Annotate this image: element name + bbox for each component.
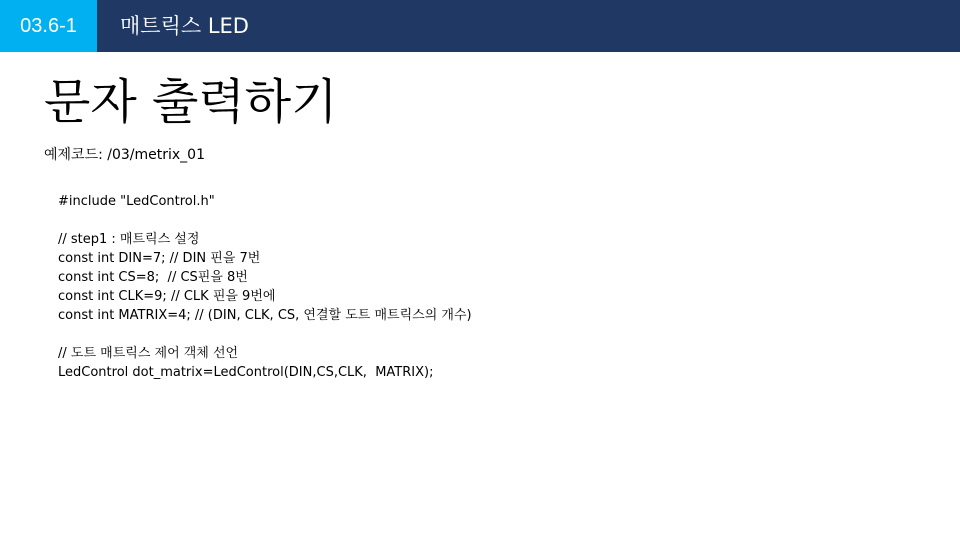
code-line: // 도트 매트릭스 제어 객체 선언 [58, 346, 239, 361]
section-number-badge: 03.6-1 [0, 0, 97, 52]
code-line: const int CS=8; // CS핀을 8번 [58, 270, 248, 285]
header-title: 매트릭스 LED [120, 14, 249, 38]
code-line: const int CLK=9; // CLK 핀을 9번에 [58, 289, 276, 304]
page-title: 문자 출력하기 [44, 74, 338, 130]
code-line: const int MATRIX=4; // (DIN, CLK, CS, 연결할 도트 매트릭스의 개수) [58, 308, 472, 323]
code-block [58, 192, 938, 382]
code-line: #include "LedControl.h" [58, 194, 215, 209]
header-bar [0, 0, 960, 52]
code-line [58, 211, 938, 230]
example-code-label: 예제코드: /03/metrix_01 [44, 147, 205, 163]
code-line: const int DIN=7; // DIN 핀을 7번 [58, 251, 261, 266]
code-line: LedControl dot_matrix=LedControl(DIN,CS,CLK, MATRIX); [58, 365, 434, 380]
code-line: // step1 : 매트릭스 설정 [58, 232, 200, 247]
code-line [58, 325, 938, 344]
